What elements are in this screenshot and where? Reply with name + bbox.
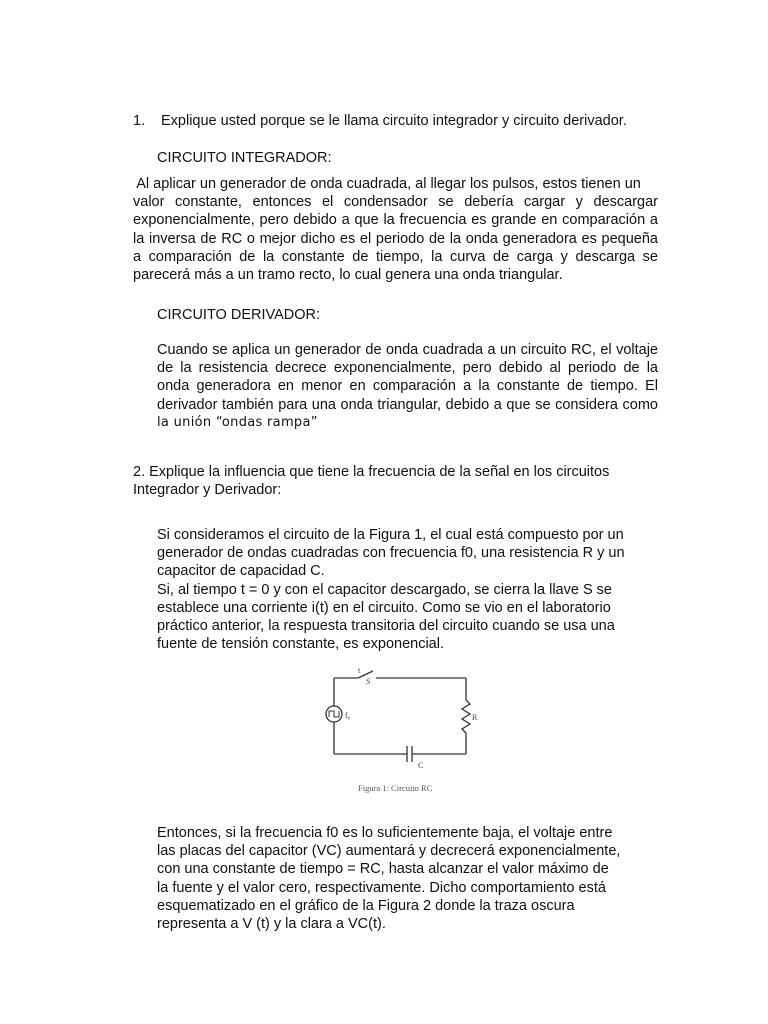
paragraph-1-line: práctico anterior, la respuesta transitoria del circuito cuando se usa una [157, 618, 615, 635]
paragraph-2 [157, 824, 620, 933]
paragraph-2-line: representa a V (t) y la clara a VC(t). [157, 916, 386, 933]
derivador-line: derivador también para una onda triangular, debido a que se considera como [157, 396, 658, 413]
integrador-line: a comparación de la constante de tiempo, la curva de carga y descarga se [133, 248, 658, 265]
label-t: t [358, 666, 361, 675]
paragraph-2-line: esquematizado en el gráfico de la Figura 2 donde la traza oscura [157, 897, 575, 914]
rc-circuit-diagram [318, 662, 508, 804]
question-2-line: Integrador y Derivador: [133, 482, 282, 499]
paragraph-1-line: establece una corriente i(t) en el circuito. Como se vio en el laboratorio [157, 599, 611, 616]
integrador-line: exponencialmente, pero debido a que la frecuencia es grande en comparación a [133, 212, 658, 229]
integrador-paragraph [133, 175, 658, 284]
question-2 [133, 463, 609, 499]
derivador-last-line: la unión “ondas rampa” [157, 414, 318, 430]
derivador-heading: CIRCUITO DERIVADOR: [157, 307, 321, 323]
paragraph-1-line: Si consideramos el circuito de la Figura 1, el cual está compuesto por un [157, 527, 624, 543]
paragraph-2-line: la fuente y el valor cero, respectivamente. Dicho comportamiento está [157, 879, 606, 896]
label-r: R [472, 713, 478, 722]
integrador-line: Al aplicar un generador de onda cuadrada, al llegar los pulsos, estos tienen un [133, 176, 641, 192]
square-wave-glyph [329, 711, 339, 717]
paragraph-2-line: las placas del capacitor (VC) aumentará y decrecerá exponencialmente, [157, 843, 621, 860]
integrador-line: la inversa de RC o mejor dicho es el periodo de la onda generadora es pequeña [133, 230, 658, 247]
figure-caption: Figura 1: Circuito RC [358, 783, 433, 793]
label-s: S [366, 677, 371, 686]
question-1-text: Explique usted porque se le llama circuito integrador y circuito derivador. [161, 113, 627, 129]
label-c: C [418, 761, 424, 770]
derivador-line: de la resistencia decrece exponencialmente, pero debido al periodo de la [157, 360, 658, 377]
paragraph-1-line: generador de ondas cuadradas con frecuencia f0, una resistencia R y un [157, 545, 625, 562]
question-1-number: 1. [133, 113, 146, 129]
resistor-icon [462, 700, 470, 733]
question-1 [133, 112, 627, 130]
paragraph-2-line: Entonces, si la frecuencia f0 es lo suficientemente baja, el voltaje entre [157, 825, 613, 841]
paragraph-1-line: fuente de tensión constante, es exponencial. [157, 636, 444, 653]
paragraph-1-line: Si, al tiempo t = 0 y con el capacitor descargado, se cierra la llave S se [157, 581, 612, 598]
integrador-line: parecerá más a un tramo recto, lo cual genera una onda triangular. [133, 267, 563, 284]
paragraph-1-line: capacitor de capacidad C. [157, 563, 325, 580]
derivador-paragraph [157, 341, 658, 432]
derivador-line: onda generadora en menor en comparación a la constante de tiempo. El [157, 378, 658, 395]
paragraph-2-line: con una constante de tiempo = RC, hasta alcanzar el valor máximo de [157, 861, 609, 878]
question-2-line: 2. Explique la influencia que tiene la frecuencia de la señal en los circuitos [133, 464, 610, 480]
paragraph-1 [157, 526, 625, 653]
integrador-heading: CIRCUITO INTEGRADOR: [157, 150, 332, 166]
integrador-line: valor constante, entonces el condensador se debería cargar y descargar [133, 194, 658, 211]
label-source: f₀ [345, 711, 351, 720]
derivador-line: Cuando se aplica un generador de onda cuadrada a un circuito RC, el voltaje [157, 342, 658, 358]
figure-1-rc-circuit [318, 662, 508, 804]
